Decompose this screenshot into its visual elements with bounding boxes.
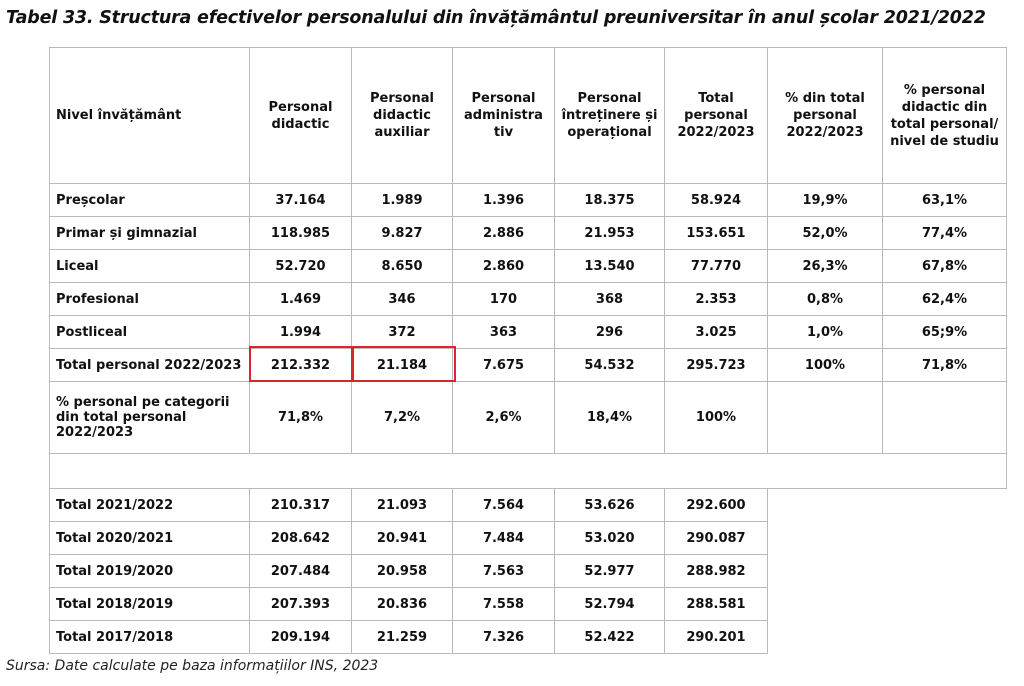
table-cell: 0,8% (768, 283, 883, 316)
table-cell: 7.675 (453, 349, 555, 382)
header-cell: % din total personal 2022/2023 (768, 48, 883, 184)
row-label: % personal pe categorii din total personal 2022/2023 (50, 382, 250, 454)
header-row (50, 48, 1007, 184)
history-row (50, 621, 1007, 654)
table-cell: 7,2% (352, 382, 453, 454)
table-cell: 7.563 (453, 555, 555, 588)
table-cell: 52.977 (555, 555, 665, 588)
personnel-table (49, 47, 1007, 654)
table-cell: 71,8% (883, 349, 1007, 382)
table-cell: 18,4% (555, 382, 665, 454)
table-cell: 2.886 (453, 217, 555, 250)
table-cell: 62,4% (883, 283, 1007, 316)
table-cell: 346 (352, 283, 453, 316)
table-cell: 207.393 (250, 588, 352, 621)
table-cell: 2.353 (665, 283, 768, 316)
header-cell: Personal didactic auxiliar (352, 48, 453, 184)
table-cell: 207.484 (250, 555, 352, 588)
table-cell: 20.836 (352, 588, 453, 621)
table-cell: 368 (555, 283, 665, 316)
table-cell: 1.469 (250, 283, 352, 316)
table-cell: 52.422 (555, 621, 665, 654)
table-cell: 52.794 (555, 588, 665, 621)
row-label: Profesional (50, 283, 250, 316)
table-caption: Structura efectivelor personalului din învățământul preuniversitar în anul școlar 2021/2022 (99, 8, 986, 28)
total-row (50, 349, 1007, 382)
table-number: Tabel 33. (6, 8, 94, 28)
header-cell: Personal didactic (250, 48, 352, 184)
table-cell: 13.540 (555, 250, 665, 283)
table-cell: 209.194 (250, 621, 352, 654)
highlight-box-didactic-total (249, 346, 353, 382)
row-label: Total 2017/2018 (50, 621, 250, 654)
table-cell: 54.532 (555, 349, 665, 382)
table-cell: 118.985 (250, 217, 352, 250)
header-cell: Nivel învățământ (50, 48, 250, 184)
header-cell: Total personal 2022/2023 (665, 48, 768, 184)
highlight-box-auxiliar-total (352, 346, 456, 382)
table-cell: 37.164 (250, 184, 352, 217)
blank-area (768, 489, 1007, 522)
table-cell: 290.087 (665, 522, 768, 555)
table-cell: 77.770 (665, 250, 768, 283)
table-cell: 292.600 (665, 489, 768, 522)
table-cell: 67,8% (883, 250, 1007, 283)
table-cell: 18.375 (555, 184, 665, 217)
table-cell: 52.720 (250, 250, 352, 283)
table-cell: 7.558 (453, 588, 555, 621)
blank-area (768, 621, 1007, 654)
table-cell: 3.025 (665, 316, 768, 349)
table-cell: 65;9% (883, 316, 1007, 349)
table-cell: 19,9% (768, 184, 883, 217)
table-cell: 100% (665, 382, 768, 454)
table-cell: 1.396 (453, 184, 555, 217)
table-cell: 170 (453, 283, 555, 316)
table-cell: 52,0% (768, 217, 883, 250)
row-label: Total 2019/2020 (50, 555, 250, 588)
table-cell: 1,0% (768, 316, 883, 349)
table-cell: 288.581 (665, 588, 768, 621)
history-row (50, 588, 1007, 621)
table-cell: 8.650 (352, 250, 453, 283)
history-row (50, 522, 1007, 555)
table-cell: 21.184 (352, 349, 453, 382)
table-cell: 100% (768, 349, 883, 382)
empty-cell (883, 382, 1007, 454)
table-cell: 208.642 (250, 522, 352, 555)
spacer-row (50, 454, 1007, 489)
table-cell: 1.994 (250, 316, 352, 349)
history-row (50, 555, 1007, 588)
table-cell: 2.860 (453, 250, 555, 283)
table-cell: 9.827 (352, 217, 453, 250)
table-cell: 77,4% (883, 217, 1007, 250)
header-cell: Personal administra tiv (453, 48, 555, 184)
table-cell: 296 (555, 316, 665, 349)
blank-area (768, 588, 1007, 621)
history-row (50, 489, 1007, 522)
row-label: Total 2018/2019 (50, 588, 250, 621)
source-note: Sursa: Date calculate pe baza informațiilor INS, 2023 (6, 658, 379, 674)
table-cell: 7.484 (453, 522, 555, 555)
header-cell: % personal didactic din total personal/ nivel de studiu (883, 48, 1007, 184)
table-cell: 212.332 (250, 349, 352, 382)
table-row (50, 184, 1007, 217)
row-label: Liceal (50, 250, 250, 283)
table-cell: 53.020 (555, 522, 665, 555)
table-cell: 1.989 (352, 184, 453, 217)
table-cell: 2,6% (453, 382, 555, 454)
table-cell: 363 (453, 316, 555, 349)
row-label: Primar și gimnazial (50, 217, 250, 250)
row-label: Total personal 2022/2023 (50, 349, 250, 382)
table-cell: 53.626 (555, 489, 665, 522)
table-row (50, 217, 1007, 250)
header-cell: Personal întreținere și operațional (555, 48, 665, 184)
table-cell: 290.201 (665, 621, 768, 654)
spacer-cell (50, 454, 1007, 489)
table-cell: 153.651 (665, 217, 768, 250)
empty-cell (768, 382, 883, 454)
table-cell: 7.564 (453, 489, 555, 522)
table-cell: 288.982 (665, 555, 768, 588)
table-cell: 210.317 (250, 489, 352, 522)
table-cell: 21.953 (555, 217, 665, 250)
table-row (50, 250, 1007, 283)
row-label: Postliceal (50, 316, 250, 349)
table-cell: 295.723 (665, 349, 768, 382)
table-title (6, 8, 1018, 28)
percentage-row (50, 382, 1007, 454)
blank-area (768, 555, 1007, 588)
table-cell: 21.259 (352, 621, 453, 654)
table-cell: 20.941 (352, 522, 453, 555)
table-cell: 21.093 (352, 489, 453, 522)
table-cell: 58.924 (665, 184, 768, 217)
table-cell: 7.326 (453, 621, 555, 654)
table-cell: 20.958 (352, 555, 453, 588)
row-label: Preșcolar (50, 184, 250, 217)
row-label: Total 2021/2022 (50, 489, 250, 522)
blank-area (768, 522, 1007, 555)
row-label: Total 2020/2021 (50, 522, 250, 555)
table-cell: 26,3% (768, 250, 883, 283)
table-cell: 71,8% (250, 382, 352, 454)
table-cell: 63,1% (883, 184, 1007, 217)
table-row (50, 316, 1007, 349)
table-row (50, 283, 1007, 316)
table-cell: 372 (352, 316, 453, 349)
